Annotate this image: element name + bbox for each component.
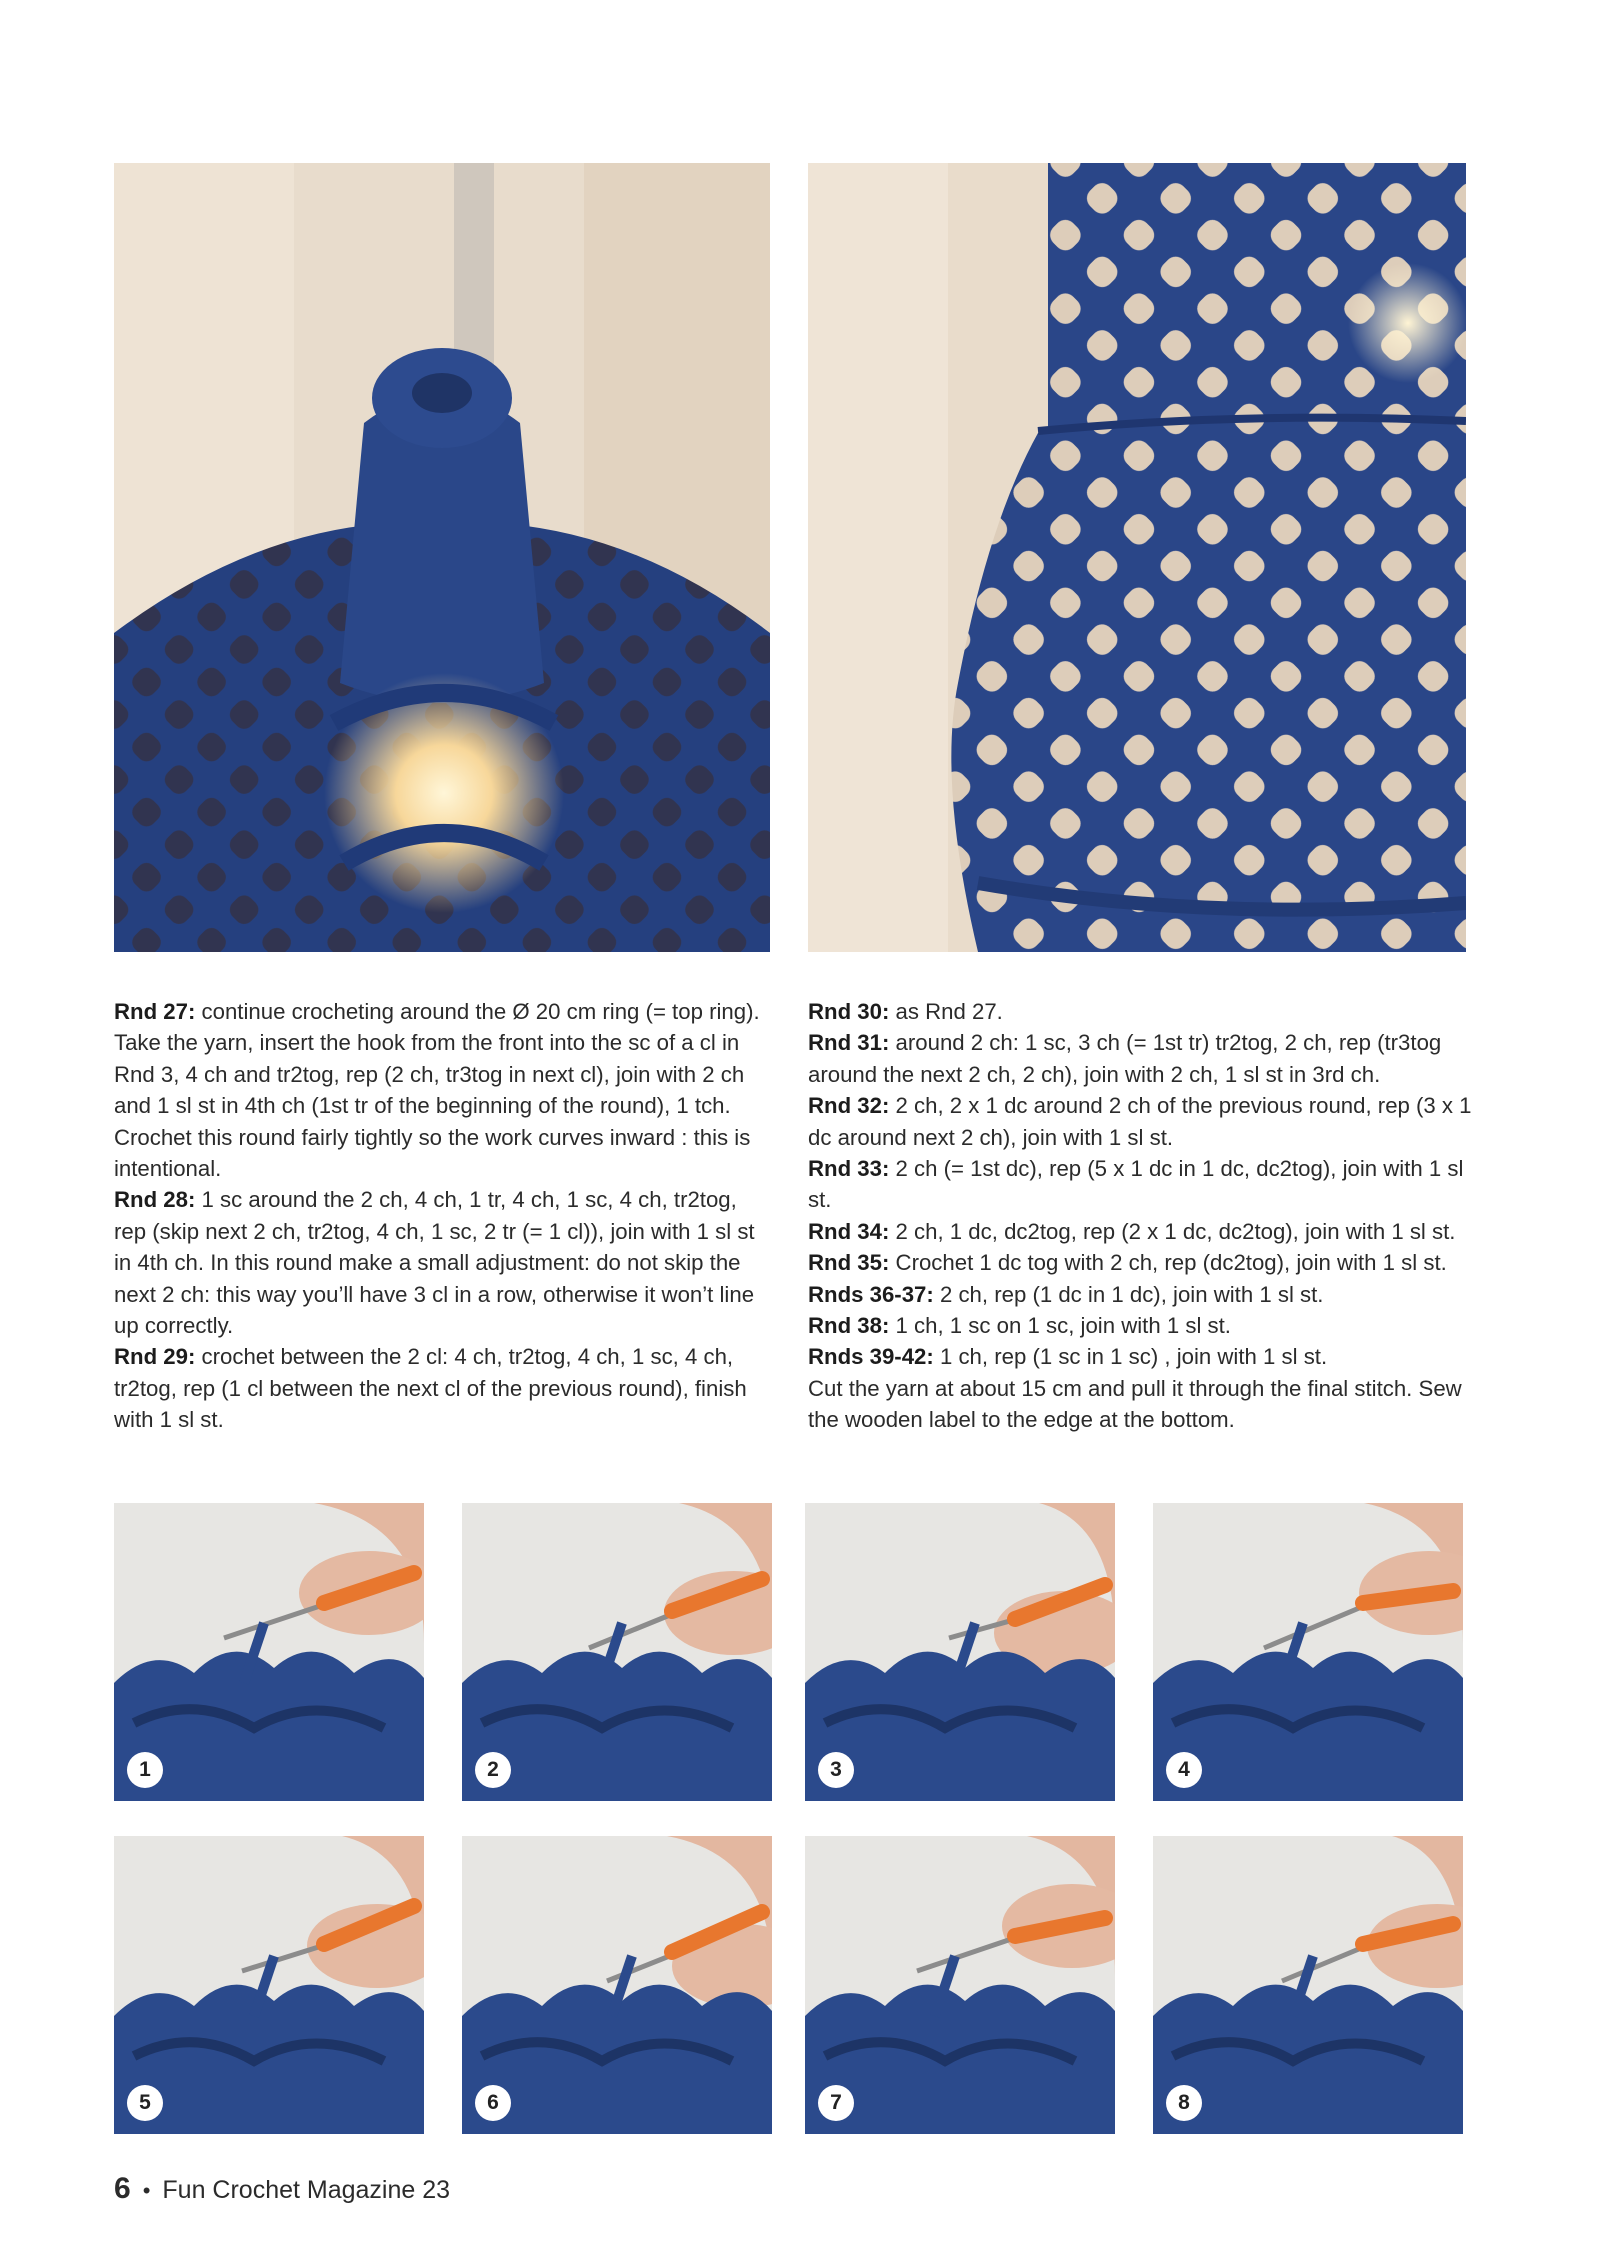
step-number-badge: 7 [818, 2085, 854, 2121]
step-number-badge: 6 [475, 2085, 511, 2121]
rnd-29: Rnd 29: crochet between the 2 cl: 4 ch, tr2tog, 4 ch, 1 sc, 4 ch, tr2tog, rep (1 cl between the next cl of the previous round), finish with 1 sl st. [114, 1344, 747, 1433]
page-footer [114, 2172, 450, 2206]
rnd-28: Rnd 28: 1 sc around the 2 ch, 4 ch, 1 tr, 4 ch, 1 sc, 4 ch, tr2tog, rep (skip next 2 ch, tr2tog, 4 ch, 1 sc, 2 tr (= 1 cl)), join with 1 sl st in 4th ch. In this round make a small adjustment: do not skip the next 2 ch: this way you’ll have 3 cl in a row, otherwise it won’t line up correctly. [114, 1187, 755, 1339]
instructions-right [808, 996, 1478, 1436]
magazine-title: Fun Crochet Magazine 23 [162, 2176, 451, 2204]
rnd-38: Rnd 38: 1 ch, 1 sc on 1 sc, join with 1 sl st. [808, 1313, 1231, 1339]
page-number: 6 [114, 2172, 131, 2205]
step-number-badge: 4 [1166, 1752, 1202, 1788]
step-photo-2 [462, 1503, 772, 1801]
rnd-34: Rnd 34: 2 ch, 1 dc, dc2tog, rep (2 x 1 dc, dc2tog), join with 1 sl st. [808, 1218, 1456, 1244]
rnd-35: Rnd 35: Crochet 1 dc tog with 2 ch, rep (dc2tog), join with 1 sl st. [808, 1250, 1447, 1276]
step-photo-7 [805, 1836, 1115, 2134]
step-number-badge: 2 [475, 1752, 511, 1788]
lamp-side-photo [808, 163, 1466, 952]
step-photo-8 [1153, 1836, 1463, 2134]
footer-separator: • [142, 2178, 151, 2203]
step-number-badge: 8 [1166, 2085, 1202, 2121]
instructions-left [114, 996, 774, 1436]
rnd-32: Rnd 32: 2 ch, 2 x 1 dc around 2 ch of the previous round, rep (3 x 1 dc around next 2 ch), join with 1 sl st. [808, 1093, 1472, 1150]
step-number-badge: 5 [127, 2085, 163, 2121]
step-photo-5 [114, 1836, 424, 2134]
rnd-33: Rnd 33: 2 ch (= 1st dc), rep (5 x 1 dc in 1 dc, dc2tog), join with 1 sl st. [808, 1156, 1464, 1213]
rnds-39-42: Rnds 39-42: 1 ch, rep (1 sc in 1 sc) , join with 1 sl st. [808, 1344, 1328, 1370]
rnds-36-37: Rnds 36-37: 2 ch, rep (1 dc in 1 dc), join with 1 sl st. [808, 1281, 1324, 1307]
rnd-27: Rnd 27: continue crocheting around the Ø 20 cm ring (= top ring). Take the yarn, insert the hook from the front into the sc of a cl in Rnd 3, 4 ch and tr2tog, rep (2 ch, tr3tog in next cl), join with 2 ch and 1 sl st in 4th ch (1st tr of the beginning of the round), 1 tch. Crochet this round fairly tightly so the work curves inward : this is intentional. [114, 999, 760, 1182]
rnd-30: Rnd 30: as Rnd 27. [808, 999, 1003, 1024]
rnd-31: Rnd 31: around 2 ch: 1 sc, 3 ch (= 1st tr) tr2tog, 2 ch, rep (tr3tog around the next 2 ch, 2 ch), join with 2 ch, 1 sl st in 3rd ch. [808, 1030, 1442, 1087]
finishing-note: Cut the yarn at about 15 cm and pull it through the final stitch. Sew the wooden label to the edge at the bottom. [808, 1375, 1462, 1433]
step-number-badge: 3 [818, 1752, 854, 1788]
step-photo-1 [114, 1503, 424, 1801]
step-photo-3 [805, 1503, 1115, 1801]
step-number-badge: 1 [127, 1752, 163, 1788]
step-photo-6 [462, 1836, 772, 2134]
step-photo-4 [1153, 1503, 1463, 1801]
lamp-top-photo [114, 163, 770, 952]
